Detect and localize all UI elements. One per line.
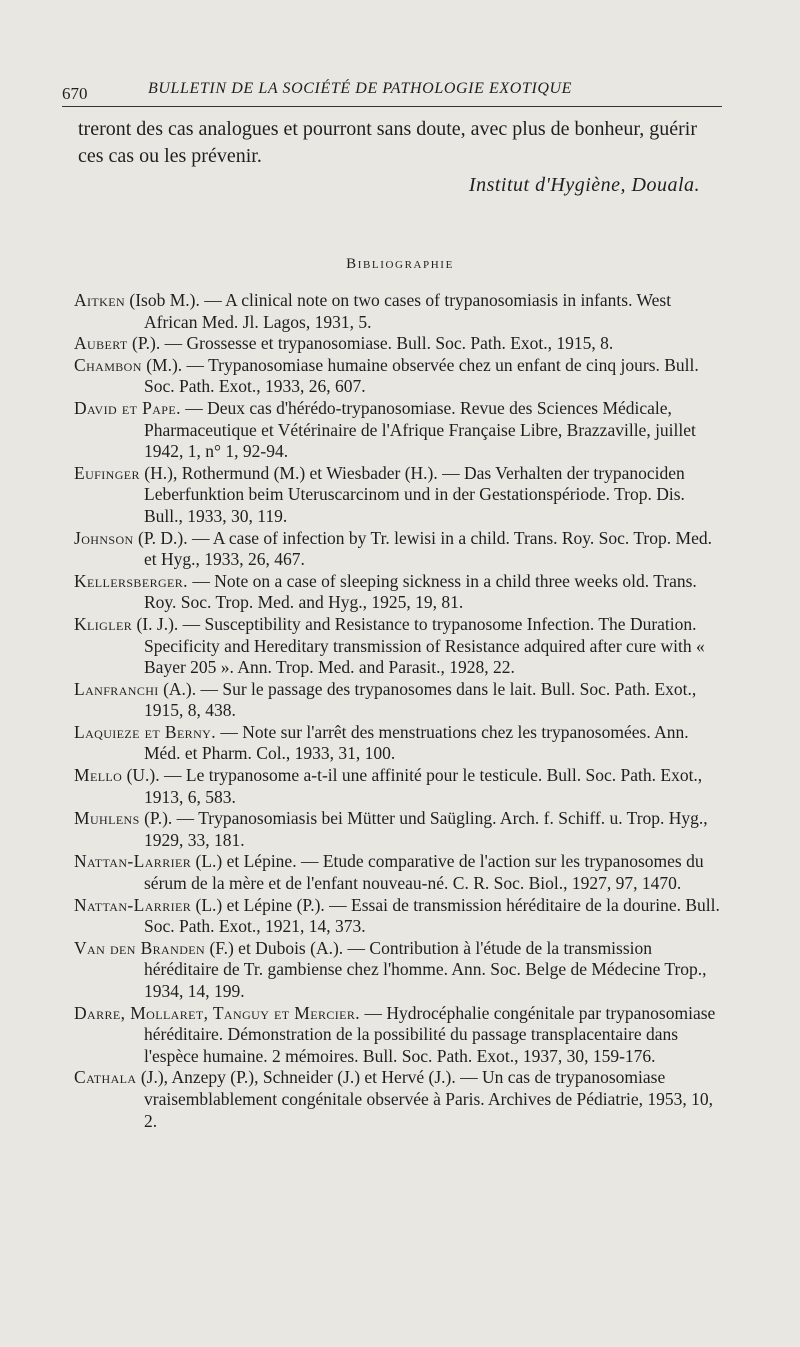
page-number: 670 <box>62 84 88 103</box>
entry-authors: Kellersberger. <box>74 570 188 591</box>
entry-authors: Cathala <box>74 1067 137 1088</box>
page-header <box>62 78 722 110</box>
entry-authors: Johnson <box>74 527 134 548</box>
institution-signature: Institut d'Hygiène, Douala. <box>468 174 700 196</box>
bibliography-entry <box>74 679 724 722</box>
entry-text: (L.) et Lépine. — Etude comparative de l'action sur les trypanosomes du sérum de la mère et de l'enfant nouveau-né. C. R. Soc. Biol., 1927, 97, 1470. <box>144 851 704 894</box>
entry-authors: David et Pape. <box>74 397 181 418</box>
entry-text: — Note sur l'arrêt des menstruations chez les trypanosomées. Ann. Méd. et Pharm. Col., 1933, 31, 100. <box>144 721 689 764</box>
bibliography-entry <box>74 571 724 614</box>
entry-authors: Nattan-Larrier <box>74 851 192 872</box>
bibliography-entry <box>74 938 724 1003</box>
entry-authors: Nattan-Larrier <box>74 894 192 915</box>
entry-authors: Chambon <box>74 354 142 375</box>
closing-sentence: treront des cas analogues et pourront sans doute, avec plus de bonheur, guérir ces cas ou les prévenir. <box>78 118 698 167</box>
entry-text: — Note on a case of sleeping sickness in a child three weeks old. Trans. Roy. Soc. Trop. Med. and Hyg., 1925, 19, 81. <box>144 570 697 613</box>
bibliography-entry <box>74 765 724 808</box>
entry-text: (P.). — Trypanosomiasis bei Mütter und Saügling. Arch. f. Schiff. u. Trop. Hyg., 1929, 33, 181. <box>144 808 708 850</box>
bibliography-entry <box>74 895 724 938</box>
bibliography-entry <box>74 722 724 765</box>
entry-authors: Kligler <box>74 613 133 634</box>
entry-text: (U.). — Le trypanosome a-t-il une affinité pour le testicule. Bull. Soc. Path. Exot., 1913, 6, 583. <box>126 765 703 807</box>
entry-text: (J.), Anzepy (P.), Schneider (J.) et Hervé (J.). — Un cas de trypanosomiase vraisemblablement congénitale observée à Paris. Archives de Pédiatrie, 1953, 10, 2. <box>140 1067 714 1131</box>
running-title: BULLETIN DE LA SOCIÉTÉ DE PATHOLOGIE EXOTIQUE <box>148 80 573 97</box>
entry-text: (P. D.). — A case of infection by Tr. lewisi in a child. Trans. Roy. Soc. Trop. Med. et Hyg., 1933, 26, 467. <box>138 527 712 570</box>
entry-text: (Isob M.). — A clinical note on two cases of trypanosomiasis in infants. West African Med. Jl. Lagos, 1931, 5. <box>129 290 672 332</box>
bibliography-entry <box>74 333 724 355</box>
bibliography-entry <box>74 290 724 333</box>
bibliography-entry <box>74 1067 724 1132</box>
entry-text: (H.), Rothermund (M.) et Wiesbader (H.). — Das Verhalten der trypanociden Leberfunktion beim Uteruscarcinom und in der Gestationspériode. Trop. Dis. Bull., 1933, 30, 119. <box>144 462 685 526</box>
bibliography-entry <box>74 1003 724 1068</box>
entry-authors: Darre, Mollaret, Tanguy et Mercier. <box>74 1002 361 1023</box>
bibliography-list <box>74 290 724 1132</box>
entry-text: (I. J.). — Susceptibility and Resistance to trypanosome Infection. The Duration. Specificity and Hereditary transmission of Resistance adquired after cure with « Bayer 205 ». Ann. Trop. Med. and Parasit., 1928, 22. <box>136 613 705 678</box>
bibliography-entry <box>74 355 724 398</box>
entry-text: (M.). — Trypanosomiase humaine observée chez un enfant de cinq jours. Bull. Soc. Path. Exot., 1933, 26, 607. <box>144 354 699 397</box>
entry-authors: Eufinger <box>74 462 140 483</box>
entry-authors: Aubert <box>74 333 128 354</box>
header-rule <box>62 106 722 107</box>
bibliography-entry <box>74 614 724 679</box>
bibliography-entry <box>74 528 724 571</box>
entry-text: — Deux cas d'hérédo-trypanosomiase. Revue des Sciences Médicale, Pharmaceutique et Vétérinaire de l'Afrique Française Libre, Brazzaville, juillet 1942, 1, n° 1, 92-94. <box>144 397 696 462</box>
bibliography-entry <box>74 398 724 463</box>
entry-authors: Laquieze et Berny. <box>74 721 216 742</box>
entry-authors: Lanfranchi <box>74 678 159 699</box>
entry-authors: Van den Branden <box>74 937 206 958</box>
entry-text: (F.) et Dubois (A.). — Contribution à l'étude de la transmission héréditaire de Tr. gambiense chez l'homme. Ann. Soc. Belge de Médecine Trop., 1934, 14, 199. <box>144 937 707 1001</box>
bibliography-entry <box>74 463 724 528</box>
bibliography-entry <box>74 851 724 894</box>
bibliography-heading: Bibliographie <box>346 256 454 272</box>
entry-text: (P.). — Grossesse et trypanosomiase. Bull. Soc. Path. Exot., 1915, 8. <box>132 333 614 354</box>
entry-authors: Aitken <box>74 290 126 310</box>
entry-text: — Hydrocéphalie congénitale par trypanosomiase héréditaire. Démonstration de la possibilité du passage transplacentaire dans l'espèce humaine. 2 mémoires. Bull. Soc. Path. Exot., 1937, 30, 159-176. <box>144 1002 716 1066</box>
entry-authors: Mello <box>74 765 123 786</box>
entry-text: (L.) et Lépine (P.). — Essai de transmission héréditaire de la dourine. Bull. Soc. Path. Exot., 1921, 14, 373. <box>144 894 720 937</box>
entry-text: (A.). — Sur le passage des trypanosomes dans le lait. Bull. Soc. Path. Exot., 1915, 8, 438. <box>144 678 697 721</box>
body-paragraph <box>78 116 718 170</box>
bibliography-entry <box>74 808 724 851</box>
entry-authors: Muhlens <box>74 808 140 829</box>
